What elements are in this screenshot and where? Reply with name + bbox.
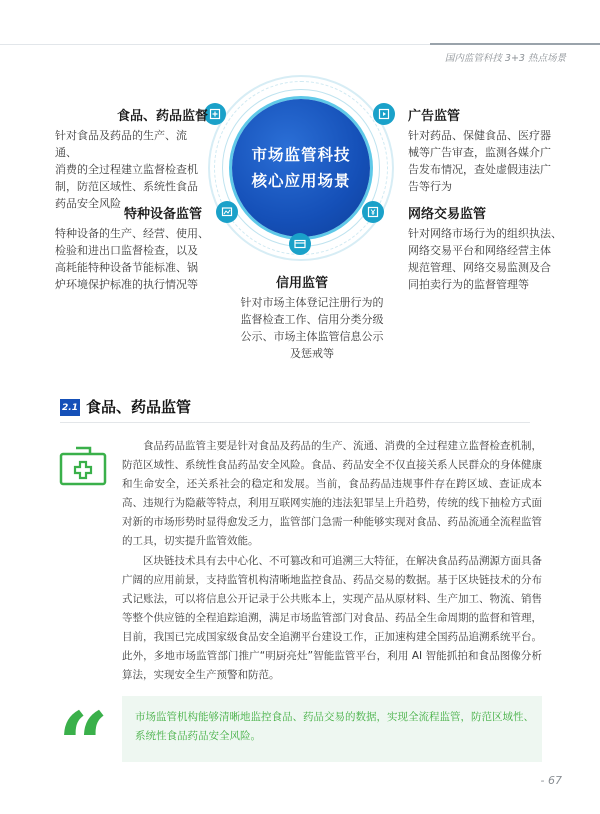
section-number-badge: 2.1 <box>60 399 80 416</box>
section-divider <box>60 422 530 423</box>
scenario-title-food-drug: 食品、药品监督 <box>117 109 209 124</box>
paragraph-2: 区块链技术具有去中心化、不可篡改和可追溯三大特征，在解决食品药品溯源方面具备广阔的应用前景，支持监管机构清晰地监控食品、药品交易的数据。基于区块链技术的分布式记账法，可以将信息公开记录于公共账本上，实现产品从原材料、生产加工、物流、销售等整个供应链的全程追踪追溯，满足市场监管部门对食品、药品全生命周期的监督和管理，目前，我国已完成国家级食品安全追溯平台建设工作，正加速构建全国药品追溯系统平台。此外，多地市场监管部门推广“明厨亮灶”智能监管平台，利用 AI 智能抓拍和食品图像分析算法，实现安全生产预警和防范。 <box>122 555 542 681</box>
scenario-title-credit: 信用监管 <box>276 276 329 291</box>
core-title-line2: 核心应用场景 <box>251 172 351 190</box>
scenario-title-advertising: 广告监管 <box>408 109 461 124</box>
quote-mark-icon: “ <box>58 692 109 796</box>
page-number: - 67 <box>540 774 562 787</box>
scenario-body-credit: 针对市场主体登记注册行为的 监督检查工作、信用分类分级 公示、市场主体监管信息公示 及惩戒等 <box>240 296 384 360</box>
scenario-body-food-drug: 针对食品及药品的生产、流通、 消费的全过程建立监督检查机 制，防范区域性、系统性食品 药品安全风险 <box>55 129 198 210</box>
advertising-play-icon <box>373 103 395 125</box>
paragraph-1: 食品药品监管主要是针对食品及药品的生产、流通、消费的全过程建立监督检查机制，防范区域性、系统性食品药品安全风险。食品、药品安全不仅直接关系人民群众的身体健康和生命安全，还关系社会的稳定和发展。当前，食品药品违规事件存在跨区域、查证成本高、违规行为隐蔽等特点，利用互联网实施的违法犯罪呈上升趋势，传统的线下抽检方式面对新的市场形势时显得愈发乏力，监管部门急需一种能够实现对食品、药品流通全流程监管的工具，切实提升监管效能。 <box>122 440 542 547</box>
header-rule-accent <box>430 43 600 45</box>
running-header: 国内监管科技 3+3 热点场景 <box>444 53 566 64</box>
quote-text: 市场监管机构能够清晰地监控食品、药品交易的数据，实现全流程监管，防范区域性、系统性食品药品安全风险。 <box>135 711 534 742</box>
core-title-line1: 市场监管科技 <box>251 146 351 164</box>
scenario-title-special-equipment: 特种设备监管 <box>124 207 203 222</box>
scenario-body-online-trade: 针对网络市场行为的组织执法、 网络交易平台和网络经营主体 规范管理、网络交易监测及合 同拍卖行为的监督管理等 <box>408 227 562 291</box>
online-trade-yen-icon <box>362 201 384 223</box>
section-title: 食品、药品监管 <box>86 398 192 416</box>
credit-card-icon <box>289 233 311 255</box>
medical-kit-icon <box>58 440 108 490</box>
special-equipment-icon <box>216 201 238 223</box>
scenario-body-special-equipment: 特种设备的生产、经营、使用、 检验和进出口监督检查，以及 高耗能特种设备节能标准、锅 炉环境保护标准的执行情况等 <box>55 227 209 291</box>
core-circle <box>232 99 370 237</box>
scenario-body-advertising: 针对药品、保健食品、医疗器 械等广告审查，监测各媒介广 告发布情况，查处虚假违法广 告等行为 <box>408 129 551 193</box>
scenario-title-online-trade: 网络交易监管 <box>408 207 487 222</box>
